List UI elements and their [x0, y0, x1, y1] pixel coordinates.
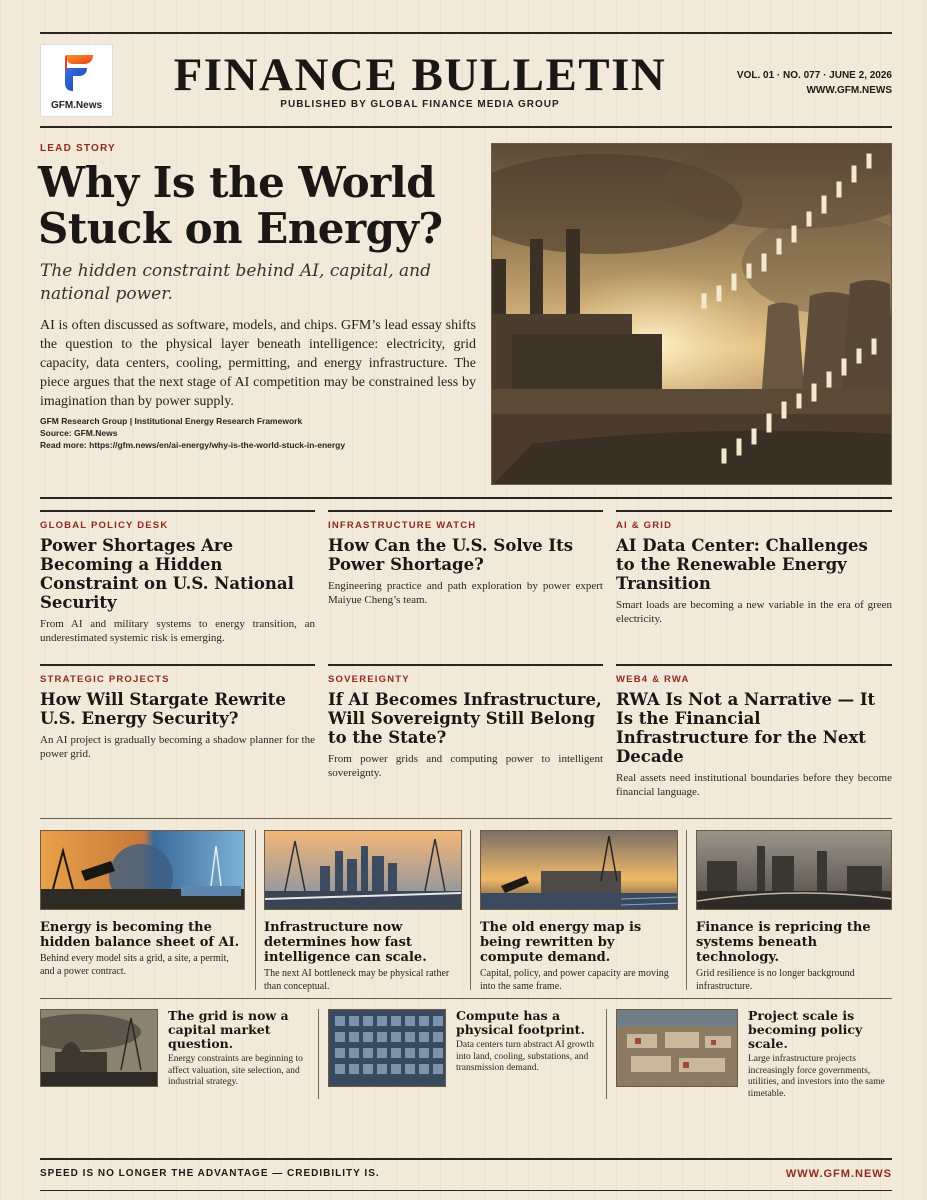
photo-card-energy-map[interactable]	[480, 830, 678, 993]
lead-credit: GFM Research Group | Institutional Energy Research Framework	[40, 416, 303, 426]
column-divider	[318, 1009, 319, 1099]
lead-image[interactable]	[491, 143, 892, 485]
story-kicker: STRATEGIC PROJECTS	[40, 674, 170, 685]
mini-text	[456, 1009, 604, 1075]
issue-info	[737, 68, 892, 98]
photo-card-text: Grid resilience is no longer background infrastructure.	[696, 968, 855, 992]
mini-image	[40, 1009, 158, 1087]
lead-read-more-link[interactable]: Read more: https://gfm.news/en/ai-energy/why-is-the-world-stuck-in-energy	[40, 440, 346, 450]
story-headline[interactable]: RWA Is Not a Narrative — It Is the Financial Infrastructure for the Next Decade	[616, 690, 876, 766]
lead-meta	[40, 415, 480, 451]
story-rule	[616, 510, 892, 512]
footer-site-link[interactable]: WWW.GFM.NEWS	[785, 1168, 892, 1180]
mini-headline[interactable]: The grid is now a capital market question.	[168, 1008, 289, 1051]
story-ai-data-center[interactable]	[616, 510, 892, 626]
story-rule	[40, 510, 315, 512]
story-rule	[40, 664, 315, 666]
lead-body: AI is often discussed as software, models, and chips. GFM’s lead essay shifts the question to the physical layer beneath intelligence: electricity, grid capacity, data centers, cooling, permitting, and energy infrastructure. The piece argues that the next stage of AI competition may be constrained less by imagination than by power supply.	[40, 318, 476, 409]
mini-image	[328, 1009, 446, 1087]
photo-card-image	[40, 830, 245, 910]
story-sovereignty[interactable]	[328, 664, 603, 780]
story-rule	[328, 510, 603, 512]
top-rule	[40, 32, 892, 34]
masthead-subtitle: PUBLISHED BY GLOBAL FINANCE MEDIA GROUP	[280, 99, 560, 110]
story-summary: From AI and military systems to energy transition, an underestimated systemic risk is emerging.	[40, 618, 315, 644]
story-kicker: GLOBAL POLICY DESK	[40, 520, 169, 531]
lead-deck: The hidden constraint behind AI, capital, and national power.	[40, 261, 431, 304]
story-summary: Real assets need institutional boundaries before they become financial language.	[616, 772, 892, 798]
story-summary: From power grids and computing power to intelligent sovereignty.	[328, 753, 603, 779]
photo-card-image	[480, 830, 678, 910]
masthead-title: FINANCE BULLETIN	[173, 49, 667, 101]
column-divider	[686, 830, 687, 990]
story-headline[interactable]: AI Data Center: Challenges to the Renewable Energy Transition	[616, 536, 868, 593]
city-skyline-image	[265, 831, 462, 910]
bottom-rule	[40, 1190, 892, 1191]
aerial-site-image	[617, 1010, 738, 1087]
mini-summary: Data centers turn abstract AI growth into land, cooling, substations, and transmission demand.	[456, 1040, 594, 1073]
photo-card-text: The next AI bottleneck may be physical rather than conceptual.	[264, 968, 450, 992]
mini-text	[748, 1009, 892, 1100]
photo-card-balance-sheet[interactable]	[40, 830, 245, 978]
story-kicker: SOVEREIGNTY	[328, 674, 410, 685]
story-headline[interactable]: How Will Stargate Rewrite U.S. Energy Security?	[40, 690, 286, 728]
power-plant-image	[492, 144, 892, 485]
footer-tagline: SPEED IS NO LONGER THE ADVANTAGE — CREDIBILITY IS.	[40, 1168, 380, 1179]
column-divider	[255, 830, 256, 990]
column-divider	[606, 1009, 607, 1099]
story-kicker: INFRASTRUCTURE WATCH	[328, 520, 477, 531]
story-rule	[328, 664, 603, 666]
issue-line: VOL. 01 · NO. 077 · JUNE 2, 2026	[736, 70, 892, 81]
story-summary: An AI project is gradually becoming a shadow planner for the power grid.	[40, 734, 315, 760]
story-stargate[interactable]	[40, 664, 315, 761]
oil-pump-data-center-image	[481, 831, 678, 910]
story-headline[interactable]: If AI Becomes Infrastructure, Will Sovereignty Still Belong to the State?	[328, 690, 602, 747]
mini-summary: Energy constraints are beginning to affect valuation, site selection, and industrial strategy.	[168, 1054, 303, 1087]
grid-bottom-rule	[40, 818, 892, 819]
mini-project-scale[interactable]	[616, 1009, 892, 1109]
story-summary: Engineering practice and path exploration by power expert Maiyue Cheng’s team.	[328, 580, 603, 606]
story-kicker: WEB4 & RWA	[616, 674, 690, 685]
photo-card-headline[interactable]: Energy is becoming the hidden balance sheet of AI.	[40, 920, 240, 950]
masthead-rule	[40, 126, 892, 128]
photo-card-infrastructure[interactable]	[264, 830, 462, 993]
mini-compute-footprint[interactable]	[328, 1009, 606, 1109]
story-summary: Smart loads are becoming a new variable in the era of green electricity.	[616, 599, 892, 625]
chip-array-image	[329, 1010, 446, 1087]
mini-grid-capital[interactable]	[40, 1009, 318, 1109]
industrial-city-image	[697, 831, 892, 910]
photo-card-image	[696, 830, 892, 910]
photo-card-text: Behind every model sits a grid, a site, a permit, and a power contract.	[40, 953, 229, 977]
photo-card-headline[interactable]: Finance is repricing the systems beneath technology.	[696, 920, 871, 965]
story-headline[interactable]: Power Shortages Are Becoming a Hidden Constraint on U.S. National Security	[40, 536, 294, 612]
story-kicker: AI & GRID	[616, 520, 673, 531]
photo-card-headline[interactable]: The old energy map is being rewritten by compute demand.	[480, 920, 642, 965]
photo-card-image	[264, 830, 462, 910]
oil-pumps-solar-image	[41, 831, 245, 910]
lead-bottom-rule	[40, 497, 892, 499]
logo-text: GFM.News	[50, 100, 103, 111]
lead-kicker: LEAD STORY	[40, 143, 116, 154]
capitol-towers-image	[41, 1010, 158, 1087]
site-link[interactable]: WWW.GFM.NEWS	[806, 85, 892, 96]
gfm-logo[interactable]	[40, 44, 113, 117]
lead-headline[interactable]: Why Is the World Stuck on Energy?	[38, 158, 443, 253]
story-headline[interactable]: How Can the U.S. Solve Its Power Shortage?	[328, 536, 574, 574]
story-power-shortages[interactable]	[40, 510, 315, 645]
story-rwa[interactable]	[616, 664, 892, 799]
mini-summary: Large infrastructure projects increasingly force governments, utilities, and investors into the same timetable.	[748, 1054, 885, 1099]
photo-card-headline[interactable]: Infrastructure now determines how fast intelligence can scale.	[264, 920, 427, 965]
mini-image	[616, 1009, 738, 1087]
mini-headline[interactable]: Compute has a physical footprint.	[456, 1008, 585, 1037]
mini-text	[168, 1009, 316, 1089]
column-divider	[470, 830, 471, 990]
story-rule	[616, 664, 892, 666]
footer-rule	[40, 1158, 892, 1160]
photo-card-text: Capital, policy, and power capacity are moving into the same frame.	[480, 968, 669, 992]
story-us-power-shortage[interactable]	[328, 510, 603, 607]
photo-card-finance[interactable]	[696, 830, 892, 993]
lead-source: Source: GFM.News	[40, 428, 118, 438]
gfm-logo-icon	[59, 53, 95, 93]
mini-headline[interactable]: Project scale is becoming policy scale.	[748, 1008, 863, 1051]
photo-row-rule	[40, 998, 892, 999]
